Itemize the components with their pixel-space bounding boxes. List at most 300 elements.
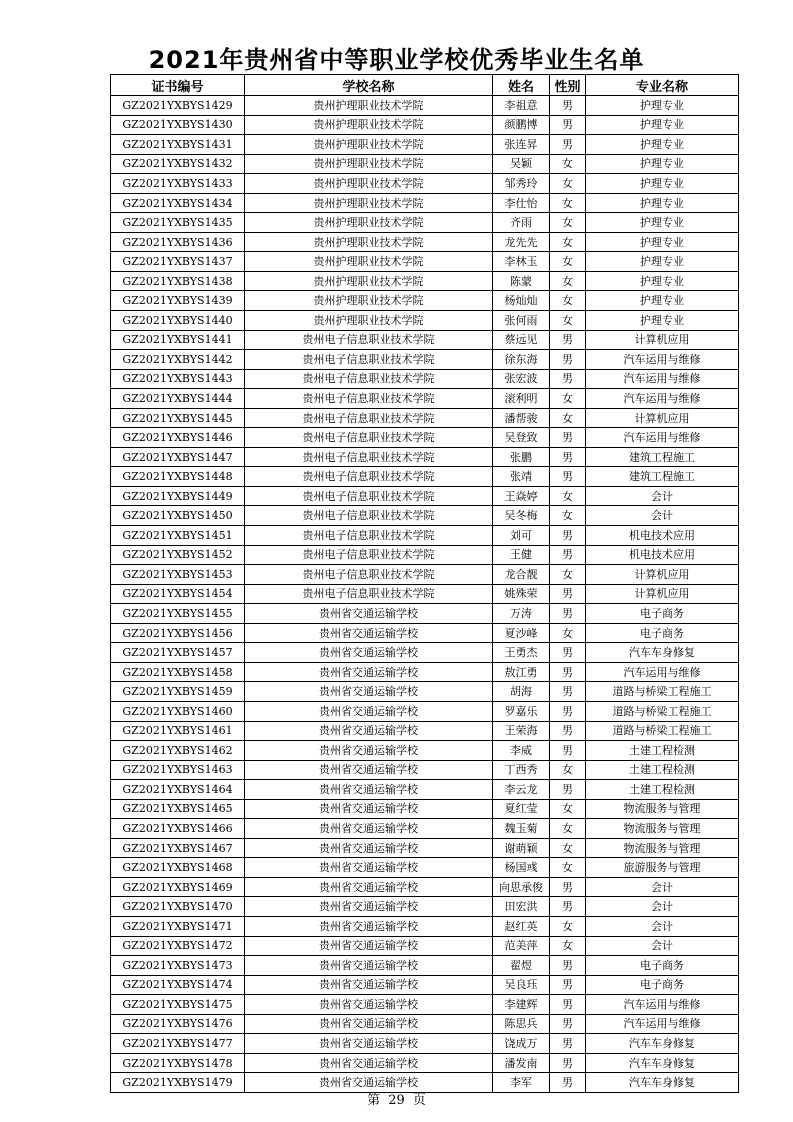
cell-name: 龙先先 [493,232,550,252]
cell-major: 电子商务 [586,623,739,643]
cell-name: 颜鹏博 [493,115,550,135]
cell-name: 饶成万 [493,1034,550,1054]
cell-school: 贵州电子信息职业技术学院 [245,467,493,487]
cell-gender: 女 [550,799,586,819]
cell-school: 贵州电子信息职业技术学院 [245,389,493,409]
cell-name: 滚利明 [493,389,550,409]
cell-school: 贵州护理职业技术学院 [245,271,493,291]
cell-name: 罗嘉乐 [493,701,550,721]
cell-major: 建筑工程施工 [586,467,739,487]
cell-school: 贵州省交通运输学校 [245,780,493,800]
cell-gender: 男 [550,1073,586,1093]
table-row [111,643,739,663]
cell-gender: 男 [550,1034,586,1054]
cell-major: 物流服务与管理 [586,799,739,819]
cell-major: 汽车车身修复 [586,1034,739,1054]
cell-school: 贵州护理职业技术学院 [245,96,493,116]
cell-name: 敖江勇 [493,662,550,682]
table-row [111,877,739,897]
cell-certificate-id: GZ2021YXBYS1437 [111,252,245,272]
cell-certificate-id: GZ2021YXBYS1459 [111,682,245,702]
cell-name: 王焱婷 [493,486,550,506]
cell-certificate-id: GZ2021YXBYS1453 [111,565,245,585]
table-row [111,682,739,702]
table-row [111,115,739,135]
cell-certificate-id: GZ2021YXBYS1456 [111,623,245,643]
table-row [111,428,739,448]
cell-name: 谢萌颖 [493,838,550,858]
cell-name: 张鹏 [493,447,550,467]
cell-name: 丁西秀 [493,760,550,780]
cell-gender: 女 [550,916,586,936]
cell-certificate-id: GZ2021YXBYS1463 [111,760,245,780]
cell-school: 贵州省交通运输学校 [245,858,493,878]
cell-major: 汽车运用与维修 [586,995,739,1015]
cell-certificate-id: GZ2021YXBYS1431 [111,135,245,155]
cell-name: 张何雨 [493,311,550,331]
cell-school: 贵州省交通运输学校 [245,701,493,721]
cell-major: 护理专业 [586,174,739,194]
table-row [111,369,739,389]
table-row [111,780,739,800]
cell-school: 贵州电子信息职业技术学院 [245,545,493,565]
cell-gender: 男 [550,643,586,663]
cell-school: 贵州省交通运输学校 [245,877,493,897]
header-certificate-id: 证书编号 [111,75,245,96]
cell-school: 贵州省交通运输学校 [245,799,493,819]
cell-gender: 男 [550,975,586,995]
cell-name: 吴颖 [493,154,550,174]
cell-certificate-id: GZ2021YXBYS1471 [111,916,245,936]
cell-certificate-id: GZ2021YXBYS1448 [111,467,245,487]
table-row [111,565,739,585]
cell-gender: 女 [550,213,586,233]
cell-certificate-id: GZ2021YXBYS1469 [111,877,245,897]
cell-certificate-id: GZ2021YXBYS1465 [111,799,245,819]
cell-gender: 女 [550,154,586,174]
cell-major: 护理专业 [586,252,739,272]
cell-gender: 女 [550,858,586,878]
cell-name: 王健 [493,545,550,565]
cell-major: 护理专业 [586,193,739,213]
cell-certificate-id: GZ2021YXBYS1478 [111,1053,245,1073]
cell-school: 贵州电子信息职业技术学院 [245,369,493,389]
table-row [111,486,739,506]
table-row [111,819,739,839]
cell-gender: 女 [550,838,586,858]
table-row [111,838,739,858]
cell-school: 贵州省交通运输学校 [245,604,493,624]
table-row [111,232,739,252]
cell-gender: 女 [550,271,586,291]
cell-major: 土建工程检测 [586,780,739,800]
cell-gender: 女 [550,389,586,409]
cell-name: 刘可 [493,526,550,546]
cell-certificate-id: GZ2021YXBYS1477 [111,1034,245,1054]
cell-gender: 男 [550,701,586,721]
cell-certificate-id: GZ2021YXBYS1434 [111,193,245,213]
cell-major: 护理专业 [586,232,739,252]
table-row [111,526,739,546]
cell-major: 会计 [586,916,739,936]
cell-major: 汽车车身修复 [586,1053,739,1073]
cell-major: 计算机应用 [586,565,739,585]
table-row [111,311,739,331]
table-row [111,916,739,936]
cell-school: 贵州电子信息职业技术学院 [245,330,493,350]
cell-school: 贵州护理职业技术学院 [245,115,493,135]
cell-name: 向思承俊 [493,877,550,897]
cell-name: 夏红莹 [493,799,550,819]
cell-major: 护理专业 [586,115,739,135]
table-row [111,506,739,526]
document-title: 2021年贵州省中等职业学校优秀毕业生名单 [148,46,645,74]
table-row [111,701,739,721]
cell-school: 贵州护理职业技术学院 [245,311,493,331]
cell-name: 李仕怡 [493,193,550,213]
cell-school: 贵州省交通运输学校 [245,1034,493,1054]
cell-certificate-id: GZ2021YXBYS1443 [111,369,245,389]
cell-gender: 男 [550,369,586,389]
cell-major: 电子商务 [586,975,739,995]
cell-certificate-id: GZ2021YXBYS1440 [111,311,245,331]
cell-certificate-id: GZ2021YXBYS1467 [111,838,245,858]
cell-name: 万涛 [493,604,550,624]
cell-name: 翟煜 [493,956,550,976]
cell-certificate-id: GZ2021YXBYS1474 [111,975,245,995]
cell-school: 贵州护理职业技术学院 [245,193,493,213]
cell-name: 夏沙峰 [493,623,550,643]
cell-major: 土建工程检测 [586,760,739,780]
cell-certificate-id: GZ2021YXBYS1450 [111,506,245,526]
cell-school: 贵州电子信息职业技术学院 [245,506,493,526]
cell-gender: 男 [550,467,586,487]
cell-name: 王勇杰 [493,643,550,663]
cell-major: 计算机应用 [586,584,739,604]
cell-certificate-id: GZ2021YXBYS1476 [111,1014,245,1034]
table-row [111,467,739,487]
cell-gender: 女 [550,193,586,213]
cell-school: 贵州电子信息职业技术学院 [245,350,493,370]
cell-major: 旅游服务与管理 [586,858,739,878]
cell-name: 张靖 [493,467,550,487]
cell-gender: 女 [550,174,586,194]
cell-certificate-id: GZ2021YXBYS1442 [111,350,245,370]
cell-gender: 男 [550,330,586,350]
cell-certificate-id: GZ2021YXBYS1479 [111,1073,245,1093]
cell-school: 贵州省交通运输学校 [245,623,493,643]
cell-school: 贵州省交通运输学校 [245,819,493,839]
cell-major: 汽车运用与维修 [586,389,739,409]
cell-school: 贵州省交通运输学校 [245,916,493,936]
table-row [111,252,739,272]
cell-certificate-id: GZ2021YXBYS1436 [111,232,245,252]
cell-gender: 男 [550,545,586,565]
cell-certificate-id: GZ2021YXBYS1446 [111,428,245,448]
cell-gender: 男 [550,1014,586,1034]
cell-major: 汽车运用与维修 [586,662,739,682]
cell-gender: 女 [550,506,586,526]
cell-certificate-id: GZ2021YXBYS1472 [111,936,245,956]
cell-school: 贵州护理职业技术学院 [245,232,493,252]
table-row [111,799,739,819]
cell-certificate-id: GZ2021YXBYS1447 [111,447,245,467]
cell-name: 蔡远见 [493,330,550,350]
cell-gender: 男 [550,741,586,761]
cell-certificate-id: GZ2021YXBYS1455 [111,604,245,624]
cell-name: 范美萍 [493,936,550,956]
cell-major: 电子商务 [586,956,739,976]
cell-school: 贵州护理职业技术学院 [245,174,493,194]
cell-major: 会计 [586,486,739,506]
cell-gender: 男 [550,877,586,897]
cell-certificate-id: GZ2021YXBYS1432 [111,154,245,174]
header-major: 专业名称 [586,75,739,96]
table-row [111,741,739,761]
cell-school: 贵州省交通运输学校 [245,682,493,702]
cell-school: 贵州省交通运输学校 [245,662,493,682]
cell-name: 潘帮骏 [493,408,550,428]
cell-name: 吴良珏 [493,975,550,995]
cell-major: 电子商务 [586,604,739,624]
cell-major: 护理专业 [586,96,739,116]
table-row [111,721,739,741]
cell-gender: 女 [550,232,586,252]
table-row [111,584,739,604]
cell-school: 贵州护理职业技术学院 [245,291,493,311]
table-row [111,662,739,682]
cell-major: 道路与桥梁工程施工 [586,682,739,702]
table-row [111,135,739,155]
cell-certificate-id: GZ2021YXBYS1430 [111,115,245,135]
table-row [111,213,739,233]
cell-major: 护理专业 [586,271,739,291]
cell-name: 吴登致 [493,428,550,448]
page-value: 29 [388,1093,405,1108]
cell-school: 贵州电子信息职业技术学院 [245,526,493,546]
cell-name: 胡海 [493,682,550,702]
cell-school: 贵州电子信息职业技术学院 [245,565,493,585]
cell-gender: 男 [550,96,586,116]
cell-gender: 女 [550,623,586,643]
cell-major: 机电技术应用 [586,545,739,565]
cell-gender: 男 [550,350,586,370]
cell-name: 赵红英 [493,916,550,936]
cell-name: 张连昇 [493,135,550,155]
cell-major: 汽车运用与维修 [586,1014,739,1034]
cell-gender: 男 [550,447,586,467]
cell-major: 道路与桥梁工程施工 [586,721,739,741]
cell-school: 贵州省交通运输学校 [245,975,493,995]
table-row [111,291,739,311]
table-row [111,174,739,194]
cell-school: 贵州电子信息职业技术学院 [245,408,493,428]
cell-major: 会计 [586,506,739,526]
cell-gender: 男 [550,526,586,546]
cell-name: 李建辉 [493,995,550,1015]
table-row [111,271,739,291]
cell-certificate-id: GZ2021YXBYS1457 [111,643,245,663]
table-row [111,1034,739,1054]
cell-gender: 男 [550,604,586,624]
table-row [111,623,739,643]
cell-school: 贵州省交通运输学校 [245,721,493,741]
cell-certificate-id: GZ2021YXBYS1462 [111,741,245,761]
table-row [111,858,739,878]
cell-school: 贵州省交通运输学校 [245,995,493,1015]
cell-name: 王荣海 [493,721,550,741]
cell-certificate-id: GZ2021YXBYS1475 [111,995,245,1015]
cell-certificate-id: GZ2021YXBYS1451 [111,526,245,546]
table-row [111,1053,739,1073]
table-row [111,408,739,428]
cell-gender: 女 [550,565,586,585]
header-name: 姓名 [493,75,550,96]
cell-name: 姚殊荣 [493,584,550,604]
table-row [111,760,739,780]
cell-major: 土建工程检测 [586,741,739,761]
cell-certificate-id: GZ2021YXBYS1461 [111,721,245,741]
cell-school: 贵州电子信息职业技术学院 [245,447,493,467]
cell-name: 魏玉菊 [493,819,550,839]
cell-name: 张宏波 [493,369,550,389]
cell-gender: 女 [550,936,586,956]
header-school: 学校名称 [245,75,493,96]
table-row [111,330,739,350]
header-gender: 性别 [550,75,586,96]
cell-gender: 男 [550,956,586,976]
table-row [111,956,739,976]
cell-certificate-id: GZ2021YXBYS1458 [111,662,245,682]
cell-major: 会计 [586,897,739,917]
cell-certificate-id: GZ2021YXBYS1449 [111,486,245,506]
cell-major: 汽车运用与维修 [586,350,739,370]
table-row [111,897,739,917]
cell-certificate-id: GZ2021YXBYS1439 [111,291,245,311]
cell-gender: 男 [550,115,586,135]
cell-major: 汽车车身修复 [586,643,739,663]
cell-certificate-id: GZ2021YXBYS1464 [111,780,245,800]
cell-major: 护理专业 [586,135,739,155]
table-row [111,1014,739,1034]
cell-gender: 女 [550,819,586,839]
cell-school: 贵州省交通运输学校 [245,956,493,976]
cell-gender: 男 [550,135,586,155]
cell-name: 龙合靓 [493,565,550,585]
cell-gender: 男 [550,428,586,448]
cell-major: 物流服务与管理 [586,819,739,839]
cell-name: 陈思兵 [493,1014,550,1034]
cell-major: 汽车车身修复 [586,1073,739,1093]
cell-name: 田宏洪 [493,897,550,917]
cell-school: 贵州省交通运输学校 [245,1073,493,1093]
cell-certificate-id: GZ2021YXBYS1441 [111,330,245,350]
cell-major: 建筑工程施工 [586,447,739,467]
cell-major: 会计 [586,877,739,897]
table-row [111,545,739,565]
cell-school: 贵州省交通运输学校 [245,1053,493,1073]
cell-major: 会计 [586,936,739,956]
cell-major: 护理专业 [586,291,739,311]
table-row [111,389,739,409]
cell-gender: 女 [550,760,586,780]
table-row [111,604,739,624]
cell-school: 贵州电子信息职业技术学院 [245,486,493,506]
table-row [111,154,739,174]
cell-gender: 男 [550,780,586,800]
page-prefix: 第 [367,1093,381,1108]
cell-name: 潘发南 [493,1053,550,1073]
cell-school: 贵州省交通运输学校 [245,741,493,761]
cell-school: 贵州省交通运输学校 [245,760,493,780]
cell-major: 物流服务与管理 [586,838,739,858]
cell-certificate-id: GZ2021YXBYS1452 [111,545,245,565]
cell-name: 李祖意 [493,96,550,116]
table-header-row [111,75,739,96]
cell-gender: 男 [550,662,586,682]
table-row [111,936,739,956]
cell-school: 贵州护理职业技术学院 [245,154,493,174]
cell-gender: 女 [550,408,586,428]
cell-gender: 女 [550,486,586,506]
cell-certificate-id: GZ2021YXBYS1473 [111,956,245,976]
cell-certificate-id: GZ2021YXBYS1445 [111,408,245,428]
cell-school: 贵州电子信息职业技术学院 [245,428,493,448]
cell-name: 李军 [493,1073,550,1093]
cell-name: 陈蒙 [493,271,550,291]
cell-certificate-id: GZ2021YXBYS1435 [111,213,245,233]
table-row [111,350,739,370]
page-suffix: 页 [412,1093,426,1108]
cell-major: 道路与桥梁工程施工 [586,701,739,721]
cell-name: 李云龙 [493,780,550,800]
cell-gender: 男 [550,584,586,604]
cell-gender: 男 [550,1053,586,1073]
cell-gender: 女 [550,291,586,311]
table-row [111,447,739,467]
cell-name: 吴冬梅 [493,506,550,526]
cell-certificate-id: GZ2021YXBYS1460 [111,701,245,721]
table-row [111,193,739,213]
cell-major: 汽车运用与维修 [586,369,739,389]
cell-major: 机电技术应用 [586,526,739,546]
cell-major: 计算机应用 [586,330,739,350]
cell-certificate-id: GZ2021YXBYS1438 [111,271,245,291]
cell-major: 护理专业 [586,154,739,174]
cell-certificate-id: GZ2021YXBYS1454 [111,584,245,604]
cell-major: 计算机应用 [586,408,739,428]
cell-name: 杨国彧 [493,858,550,878]
cell-school: 贵州省交通运输学校 [245,643,493,663]
cell-major: 汽车运用与维修 [586,428,739,448]
table-row [111,975,739,995]
cell-name: 杨灿灿 [493,291,550,311]
page-number [0,1089,793,1108]
cell-school: 贵州护理职业技术学院 [245,135,493,155]
cell-major: 护理专业 [586,213,739,233]
cell-name: 徐东海 [493,350,550,370]
cell-certificate-id: GZ2021YXBYS1468 [111,858,245,878]
cell-certificate-id: GZ2021YXBYS1470 [111,897,245,917]
cell-certificate-id: GZ2021YXBYS1429 [111,96,245,116]
cell-school: 贵州护理职业技术学院 [245,213,493,233]
cell-name: 李威 [493,741,550,761]
cell-major: 护理专业 [586,311,739,331]
cell-name: 齐雨 [493,213,550,233]
cell-certificate-id: GZ2021YXBYS1444 [111,389,245,409]
cell-name: 李林玉 [493,252,550,272]
cell-school: 贵州省交通运输学校 [245,936,493,956]
